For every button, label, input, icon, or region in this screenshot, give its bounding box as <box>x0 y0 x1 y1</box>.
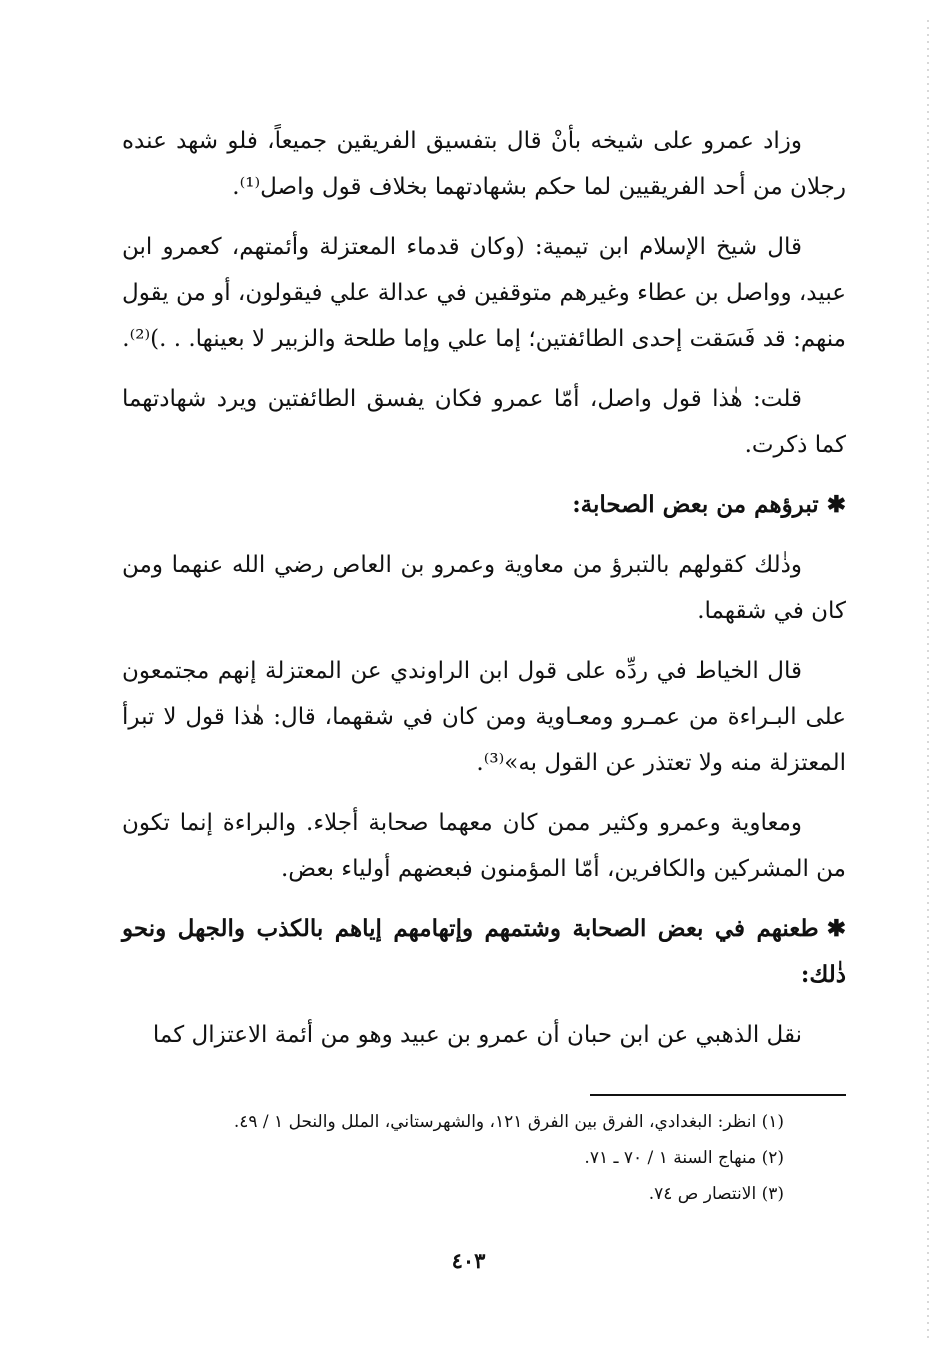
section-heading-1-text: تبرؤهم من بعض الصحابة: <box>572 491 819 518</box>
footnote-2: (٢) منهاج السنة ١ / ٧٠ ـ ٧١. <box>584 1148 784 1168</box>
paragraph-4: وذٰلك كقولهم بالتبرؤ من معاوية وعمرو بن العاص رضي الله عنهما ومن كان في شقهما. <box>122 552 846 624</box>
footnote-divider <box>590 1094 846 1096</box>
footnotes <box>122 1104 784 1212</box>
paragraph-1: وزاد عمرو على شيخه بأنْ قال بتفسيق الفريقين جميعاً، فلو شهد عنده رجلان من أحد الفريقيين لما حكم بشهادتهما بخلاف قول واصل⁽¹⁾. <box>122 128 846 200</box>
star-icon: ✱ <box>826 491 846 518</box>
section-heading-2 <box>122 906 846 998</box>
section-heading-2-text: طعنهم في بعض الصحابة وشتمهم وإتهامهم إياهم بالكذب والجهل ونحو ذٰلك: <box>122 915 846 988</box>
star-icon: ✱ <box>826 915 846 942</box>
main-text <box>122 118 846 1072</box>
footnote-1: (١) انظر: البغدادي، الفرق بين الفرق ١٢١، والشهرستاني، الملل والنحل ١ / ٤٩. <box>233 1112 784 1132</box>
paragraph-2: قال شيخ الإسلام ابن تيمية: (وكان قدماء المعتزلة وأئمتهم، كعمرو ابن عبيد، وواصل بن عطاء وغيرهم متوقفين في عدالة علي فيقولون، أو من يقول منهم: قد فَسَقت إحدى الطائفتين؛ إما علي وإما طلحة والزبير لا بعينها. . .)⁽²⁾. <box>122 234 846 352</box>
page-number: ٤٠٣ <box>451 1248 486 1273</box>
paragraph-3: قلت: هٰذا قول واصل، أمّا عمرو فكان يفسق الطائفتين ويرد شهادتهما كما ذكرت. <box>122 386 846 458</box>
paragraph-6: ومعاوية وعمرو وكثير ممن كان معهما صحابة أجلاء. والبراءة إنما تكون من المشركين والكافرين، أمّا المؤمنون فبعضهم أولياء بعض. <box>122 810 846 882</box>
paragraph-7: نقل الذهبي عن ابن حبان أن عمرو بن عبيد وهو من أئمة الاعتزال كما <box>152 1022 802 1048</box>
section-heading-1 <box>122 482 846 528</box>
footnote-3: (٣) الانتصار ص ٧٤. <box>648 1184 784 1204</box>
paragraph-5: قال الخياط في ردِّه على قول ابن الراوندي عن المعتزلة إنهم مجتمعون على البـراءة من عمـرو ومعـاوية ومن كان في شقهما، قال: هٰذا قول لا تبرأ المعتزلة منه ولا تعتذر عن القول به»⁽³⁾. <box>122 658 846 776</box>
scan-edge-dots <box>927 20 929 1340</box>
